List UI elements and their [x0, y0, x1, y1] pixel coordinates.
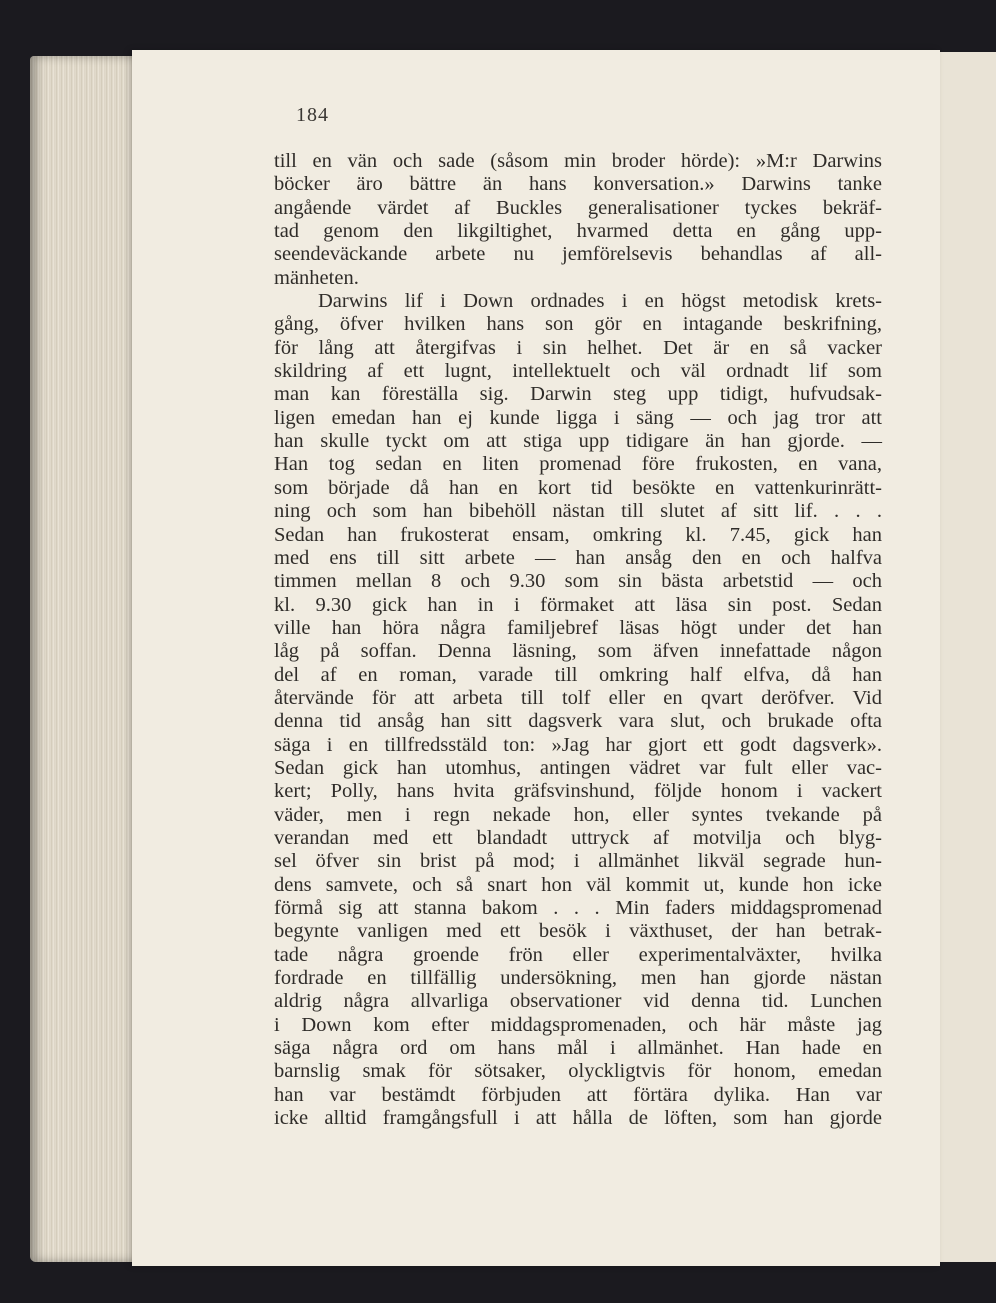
text-line: mänheten.	[274, 266, 359, 289]
text-line: fordrade en tillfällig undersökning, men han gjorde nästan	[274, 967, 882, 990]
text-line: sel öfver sin brist på mod; i allmänhet likväl segrade hun-	[274, 850, 882, 873]
text-line: seendeväckande arbete nu jemförelsevis behandlas af all-	[274, 243, 882, 266]
text-line: timmen mellan 8 och 9.30 som sin bästa arbetstid — och	[274, 570, 882, 593]
text-line: med ens till sitt arbete — han ansåg den en och halfva	[274, 546, 882, 569]
text-line: kl. 9.30 gick han in i förmaket att läsa sin post. Sedan	[274, 593, 882, 616]
text-line: till en vän och sade (såsom min broder hörde): »M:r Darwins	[274, 150, 882, 172]
text-line: begynte vanligen med ett besök i växthuset, der han betrak-	[274, 920, 882, 943]
text-line: Han tog sedan en liten promenad före frukosten, en vana,	[274, 453, 882, 476]
text-line: ville han höra några familjebref läsas högt under det han	[274, 616, 882, 639]
text-line: dens samvete, och så snart hon väl kommit ut, kunde hon icke	[274, 873, 882, 896]
text-line: i Down kom efter middagspromenaden, och här måste jag	[274, 1013, 882, 1036]
text-line: han skulle tyckt om att stiga upp tidigare än han gjorde. —	[274, 430, 882, 453]
text-line: angående värdet af Buckles generalisationer tyckes bekräf-	[274, 196, 882, 219]
text-line: ning och som han bibehöll nästan till slutet af sitt lif. . . .	[274, 500, 882, 523]
text-line: som började då han en kort tid besökte en vattenkurinrätt-	[274, 476, 882, 499]
text-line: tad genom den likgiltighet, hvarmed detta en gång upp-	[274, 220, 882, 243]
text-line: aldrig några allvarliga observationer vid denna tid. Lunchen	[274, 990, 882, 1013]
text-line: ligen emedan han ej kunde ligga i säng — och jag tror att	[274, 406, 882, 429]
text-line: återvände för att arbeta till tolf eller en qvart deröfver. Vid	[274, 686, 882, 709]
text-line: han var bestämdt förbjuden att förtära dylika. Han var	[274, 1083, 882, 1106]
text-line: säga några ord om hans mål i allmänhet. Han hade en	[274, 1037, 882, 1060]
text-line: Sedan gick han utomhus, antingen vädret var fult eller vac-	[274, 756, 882, 779]
paragraph-start-line: Darwins lif i Down ordnades i en högst metodisk krets-	[318, 290, 882, 313]
text-line: del af en roman, varade till omkring half elfva, då han	[274, 663, 882, 686]
text-line: icke alltid framgångsfull i att hålla de löften, som han gjorde	[274, 1107, 882, 1130]
page-text	[274, 150, 882, 1130]
facing-page-edge	[938, 52, 996, 1262]
text-line: låg på soffan. Denna läsning, som äfven innefattade någon	[274, 640, 882, 663]
text-line: barnslig smak för sötsaker, olyckligtvis för honom, emedan	[274, 1060, 882, 1083]
text-line: tade några groende frön eller experimentalväxter, hvilka	[274, 943, 882, 966]
text-line: böcker äro bättre än hans konversation.» Darwins tanke	[274, 173, 882, 196]
text-line: gång, öfver hvilken hans son gör en intagande beskrifning,	[274, 313, 882, 336]
text-line: verandan med ett blandadt uttryck af motvilja och blyg-	[274, 826, 882, 849]
text-line: Sedan han frukosterat ensam, omkring kl. 7.45, gick han	[274, 523, 882, 546]
text-line: förmå sig att stanna bakom . . . Min faders middagspromenad	[274, 897, 882, 919]
page-number: 184	[296, 104, 329, 126]
text-line: skildring af ett lugnt, intellektuelt och väl ordnadt lif som	[274, 360, 882, 383]
text-line: denna tid ansåg han sitt dagsverk vara slut, och brukade ofta	[274, 710, 882, 733]
text-line: kert; Polly, hans hvita gräfsvinshund, följde honom i vackert	[274, 780, 882, 803]
text-line: man kan föreställa sig. Darwin steg upp tidigt, hufvudsak-	[274, 383, 882, 406]
text-line: säga i en tillfredsstäld ton: »Jag har gjort ett godt dagsverk».	[274, 733, 882, 756]
text-line: för lång att återgifvas i sin helhet. Det är en så vacker	[274, 336, 882, 359]
text-line: väder, men i regn nekade hon, eller syntes tvekande på	[274, 803, 882, 826]
